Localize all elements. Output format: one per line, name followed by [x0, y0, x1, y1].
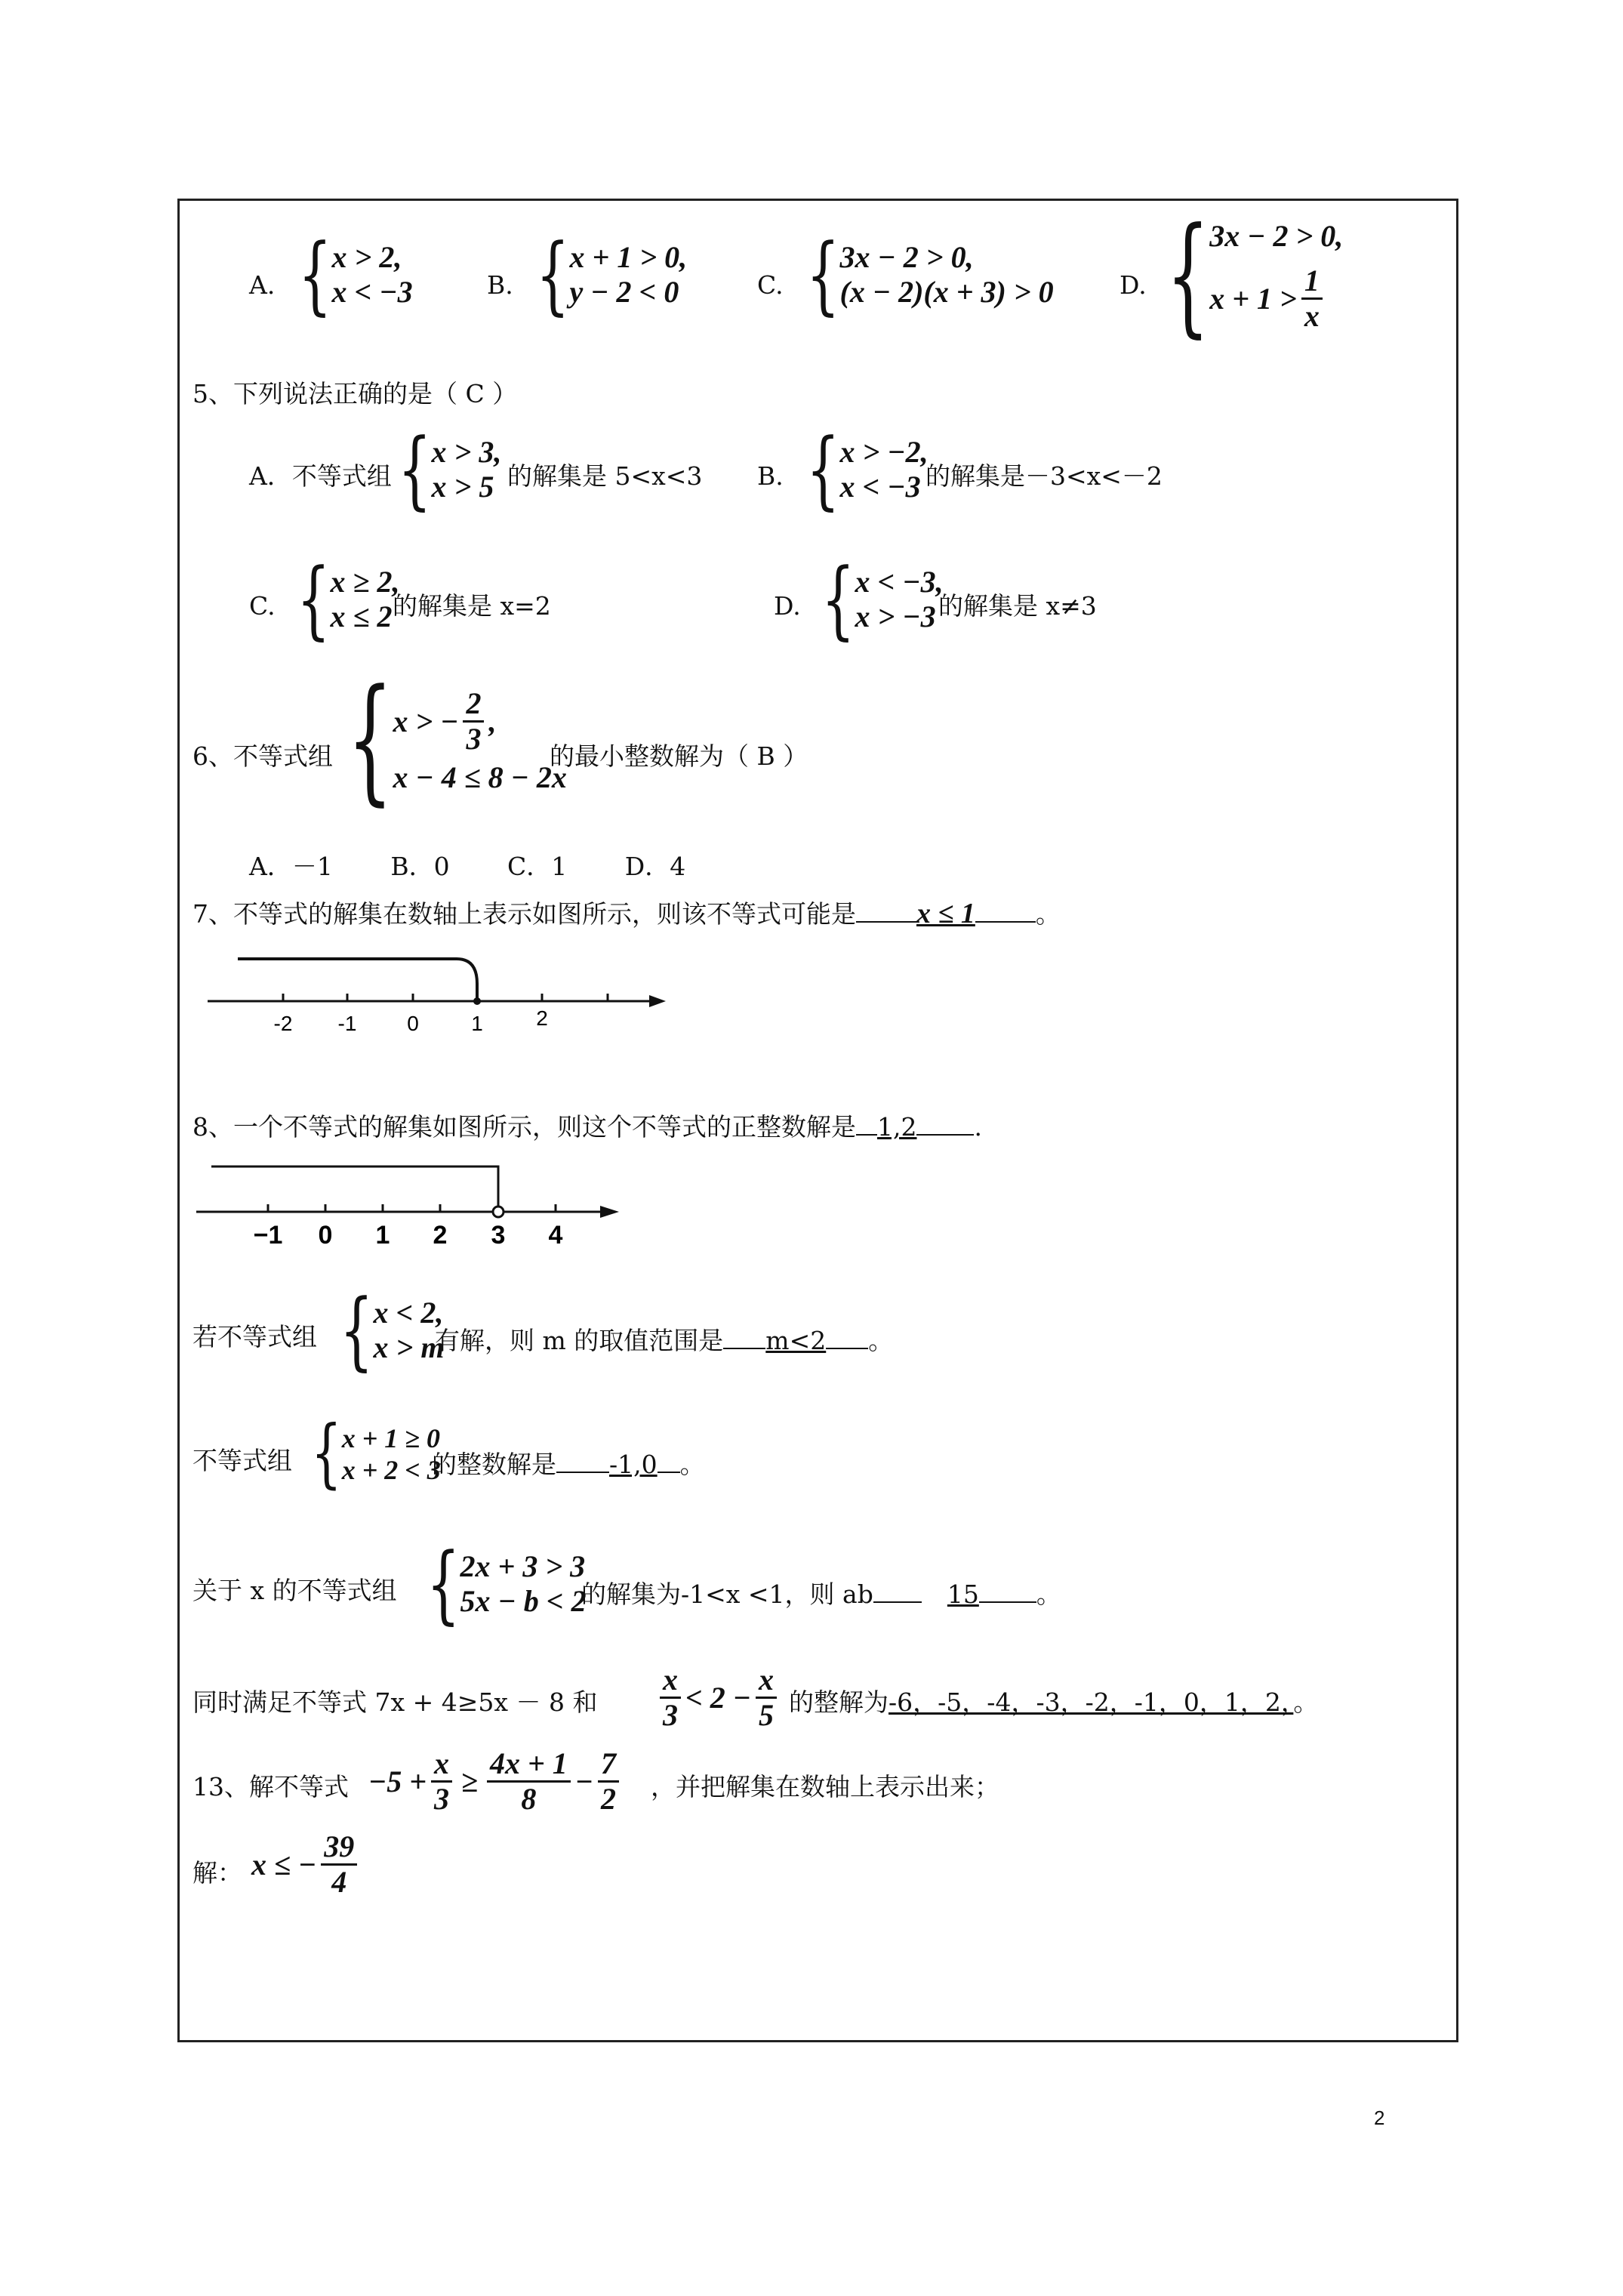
q8-tick-label: 3: [491, 1221, 506, 1250]
q4-option-a-label: A.: [249, 270, 276, 300]
q8-tick-label: 0: [318, 1221, 333, 1250]
q5-stem: 5、下列说法正确的是（ C ）: [192, 379, 518, 408]
q8-tick-label: 2: [433, 1221, 448, 1250]
q13-solution: x ≤ − $\frac{39}{4}$: [251, 1830, 362, 1899]
q7-axis-arrow: [649, 995, 666, 1007]
q7-tick-label: 0: [407, 1012, 419, 1035]
q7-tick-label: -2: [273, 1012, 293, 1035]
q5-option-b-result: 的解集是－3<x<－2: [925, 461, 1163, 491]
q5-option-c-system: { x ≥ 2, x ≤ 2: [297, 550, 400, 649]
page-number: 2: [1374, 2106, 1385, 2129]
q11-answer: 15: [947, 1579, 979, 1609]
q7-answer: x ≤ 1: [916, 898, 975, 929]
q10-tail: 的整数解是 -1,0 。: [432, 1446, 705, 1480]
q6-options: A．－1 B．0 C．1 D．4: [249, 852, 686, 881]
q6-suffix: 的最小整数解为（ B ）: [550, 741, 808, 771]
q8-axis-arrow: [600, 1206, 619, 1218]
q7-tick-label: -1: [337, 1012, 357, 1035]
q12-answer: -6，-5，-4，-3，-2，-1，0，1，2，: [888, 1687, 1294, 1717]
q13-suffix: ，并把解集在数轴上表示出来；: [651, 1772, 999, 1801]
q5-option-d-label: D.: [774, 591, 801, 621]
q4-option-b-label: B.: [487, 270, 513, 300]
q13-prefix: 13、解不等式: [192, 1772, 349, 1801]
q11-prefix: 关于 x 的不等式组: [192, 1576, 397, 1605]
q10-answer: -1,0: [609, 1450, 658, 1479]
q8-answer: 1,2: [877, 1112, 917, 1142]
q8-open-endpoint: [493, 1207, 504, 1217]
q7-tick-label: 2: [536, 1006, 548, 1030]
q9-answer: m<2: [765, 1326, 827, 1355]
q13-solution-label: 解：: [192, 1858, 242, 1888]
q12-tail: 的整解为-6，-5，-4，-3，-2，-1，0，1，2，。: [789, 1687, 1319, 1717]
q5-option-d-result: 的解集是 x≠3: [938, 591, 1097, 621]
q8-number-line: [192, 1155, 630, 1253]
q4-option-b-system: { x + 1 > 0, y − 2 < 0: [536, 225, 688, 325]
q7-question: 7、不等式的解集在数轴上表示如图所示，则该不等式可能是 x ≤ 1 。: [192, 895, 1061, 931]
q7-solution-ray: [238, 959, 477, 1001]
q4-option-d-label: D.: [1119, 270, 1147, 300]
q8-tick-label: 1: [375, 1221, 390, 1250]
q5-option-c-result: 的解集是 x=2: [393, 591, 551, 621]
q8-tick-label: −1: [253, 1221, 283, 1250]
q10-prefix: 不等式组: [192, 1446, 292, 1475]
q7-number-line: [204, 942, 672, 1040]
q8-solution-ray: [211, 1166, 498, 1207]
q5-option-d-system: { x < −3, x > −3: [821, 550, 944, 649]
q7-solid-endpoint: [473, 997, 481, 1005]
q9-prefix: 若不等式组: [192, 1322, 317, 1351]
q11-system: { 2x + 3 > 3 5x − b < 2: [427, 1534, 587, 1634]
q9-tail: 有解，则 m 的取值范围是 m<2 。: [435, 1322, 893, 1356]
q5-option-c-label: C.: [249, 591, 276, 621]
q6-prefix: 6、不等式组: [192, 741, 333, 771]
q4-option-a-system: { x > 2, x < −3: [298, 225, 413, 325]
q5-option-a-label: A．不等式组: [249, 461, 392, 491]
q6-system: { x > − $\frac{2}{3}$ , x − 4 ≤ 8 − 2x: [347, 661, 567, 820]
q4-option-d-system: { 3x − 2 > 0, x + 1 > $\frac{1}{x}$: [1166, 199, 1344, 351]
q5-option-b-label: B.: [757, 461, 784, 491]
q13-inequality: −5 + $\frac{x}{3}$ ≥ $\frac{4x + 1}{8}$ − $\frac{7}{2}$: [368, 1747, 624, 1816]
q9-system: { x < 2, x > m: [340, 1281, 445, 1380]
q12-expression: $\frac{x}{3}$ < 2 − $\frac{x}{5}$: [655, 1663, 781, 1732]
q11-tail: 的解集为-1<x <1，则 ab 15 。: [581, 1576, 1061, 1610]
q4-option-c-system: { 3x − 2 > 0, (x − 2)(x + 3) > 0: [806, 225, 1054, 325]
q5-option-b-system: { x > −2, x < −3: [806, 420, 929, 519]
q7-tick-label: 1: [471, 1012, 483, 1035]
q5-option-a-result: 的解集是 5<x<3: [507, 461, 703, 491]
q5-option-a-system: { x > 3, x > 5: [398, 420, 502, 519]
q4-option-c-label: C.: [757, 270, 784, 300]
q8-question: 8、一个不等式的解集如图所示，则这个不等式的正整数解是 1,2 .: [192, 1108, 982, 1142]
q8-tick-label: 4: [548, 1221, 563, 1250]
q12-prefix: 同时满足不等式 7x + 4≥5x － 8 和: [192, 1687, 598, 1717]
q10-system: { x + 1 ≥ 0 x + 2 < 3: [311, 1410, 441, 1498]
